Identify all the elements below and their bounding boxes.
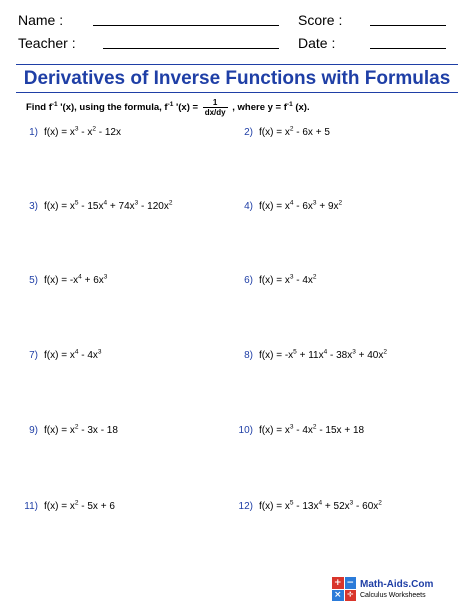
problem-item <box>18 274 107 286</box>
problem-expression: $f(x) = -x^5 + 11x^4 - 38x^3 + 40x^2$ <box>259 349 387 362</box>
brand-subtitle: Calculus Worksheets <box>360 592 426 599</box>
divide-icon: ÷ <box>346 590 355 601</box>
problem-number: 4) <box>244 201 253 213</box>
brand-name: Math-Aids.Com <box>360 579 434 590</box>
problem-expression: $f(x) = x^4 - 4x^3$ <box>44 349 102 362</box>
problem-expression: $f(x) = x^3 - x^2 - 12x$ <box>44 126 121 139</box>
header-rule-top <box>16 64 458 65</box>
plus-icon: + <box>333 577 342 588</box>
problem-number: 5) <box>29 275 38 287</box>
name-label: Name : <box>18 12 64 28</box>
problem-number: 2) <box>244 127 253 139</box>
problem-number: 11) <box>24 501 38 513</box>
problem-item <box>18 349 102 361</box>
problem-item <box>233 424 364 436</box>
problem-expression: $f(x) = x^2 - 3x - 18$ <box>44 424 118 437</box>
problem-item <box>233 126 330 138</box>
problem-expression: $f(x) = x^2 - 5x + 6$ <box>44 500 115 513</box>
minus-icon: − <box>346 577 355 588</box>
problem-number: 9) <box>29 425 38 437</box>
score-label: Score : <box>298 12 343 28</box>
problem-item <box>18 126 121 138</box>
problem-item <box>18 424 118 436</box>
times-icon: × <box>333 590 342 601</box>
math-aids-logo <box>332 575 452 605</box>
problem-number: 1) <box>29 127 38 139</box>
formula-fraction: $\frac{1}{dx/dy}$ <box>204 98 226 117</box>
score-field-line[interactable] <box>370 25 446 26</box>
date-label: Date : <box>298 35 336 51</box>
problem-expression: $f(x) = x^5 - 13x^4 + 52x^3 - 60x^2$ <box>259 500 382 513</box>
problem-number: 6) <box>244 275 253 287</box>
problem-expression: $f(x) = x^2 - 6x + 5$ <box>259 126 330 139</box>
teacher-field-line[interactable] <box>103 48 279 49</box>
problem-number: 8) <box>244 350 253 362</box>
problem-number: 10) <box>238 425 253 437</box>
teacher-label: Teacher : <box>18 35 76 51</box>
problem-item <box>233 349 387 361</box>
problem-expression: $f(x) = x^3 - 4x^2$ <box>259 274 317 287</box>
problem-item <box>18 200 172 212</box>
problem-item <box>233 274 317 286</box>
problem-item <box>233 200 342 212</box>
problem-number: 7) <box>29 350 38 362</box>
name-field-line[interactable] <box>93 25 279 26</box>
problem-item <box>18 500 115 512</box>
date-field-line[interactable] <box>370 48 446 49</box>
header-rule-bottom <box>16 92 458 93</box>
problem-number: 12) <box>238 501 253 513</box>
problem-expression: $f(x) = x^4 - 6x^3 + 9x^2$ <box>259 200 343 213</box>
problem-expression: $f(x) = x^3 - 4x^2 - 15x + 18$ <box>259 424 365 437</box>
instructions: Find $f^{-1}$ '(x), using the formula, $f^{-1}$ '(x) = $\frac{1}{dx/dy}$ , where $y = f^{-1}$ (x). <box>26 98 310 117</box>
worksheet-title: Derivatives of Inverse Functions with Formulas <box>23 68 451 89</box>
problem-number: 3) <box>29 201 38 213</box>
problem-expression: $f(x) = -x^4 + 6x^3$ <box>44 274 108 287</box>
problem-item <box>233 500 382 512</box>
logo-icon <box>332 577 356 601</box>
problem-expression: $f(x) = x^5 - 15x^4 + 74x^3 - 120x^2$ <box>44 200 173 213</box>
